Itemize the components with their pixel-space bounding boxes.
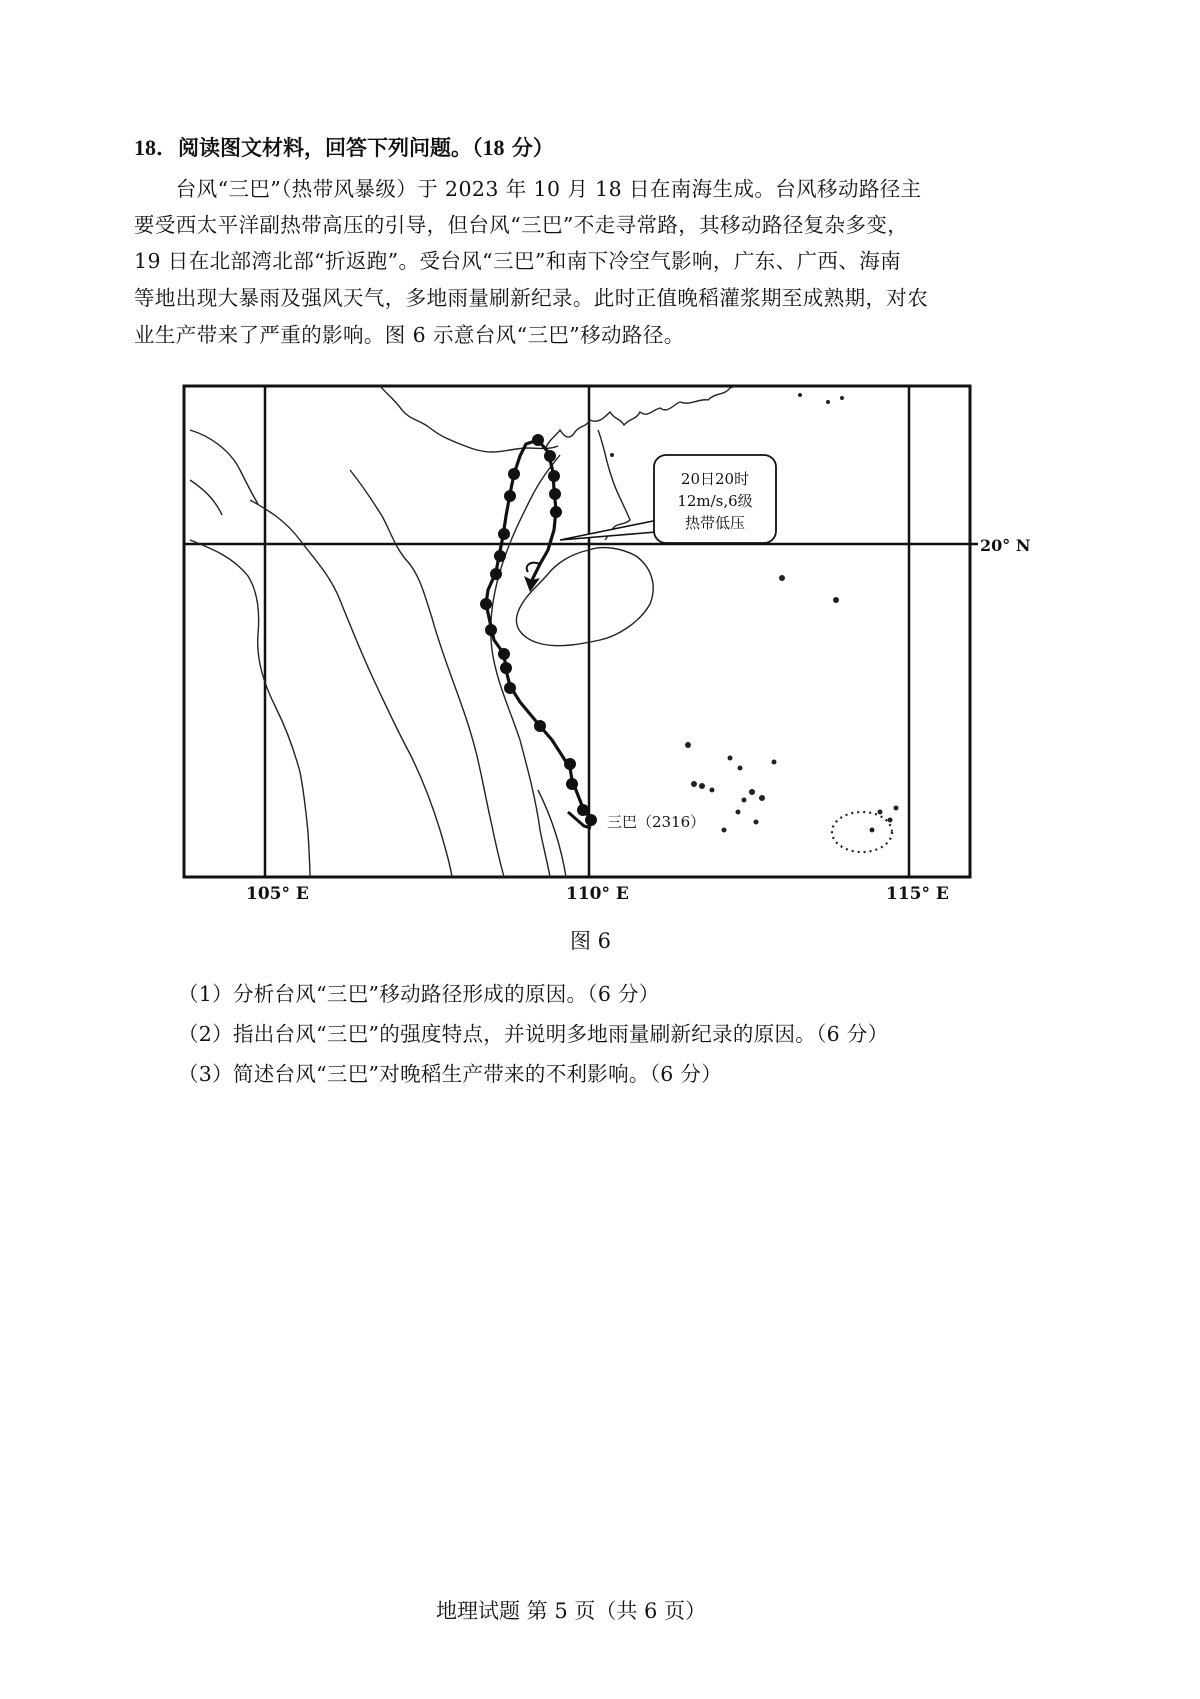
callout-pointer — [560, 520, 658, 540]
figure-caption: 图 6 — [570, 929, 612, 953]
island-dot — [736, 810, 741, 815]
track-point — [498, 648, 510, 660]
typhoon-label: 三巴（2316） — [607, 813, 706, 831]
question-score: 18 — [482, 135, 505, 160]
track-point — [564, 758, 576, 770]
island-dot — [772, 760, 777, 765]
island-dot — [894, 806, 899, 811]
track-point — [534, 720, 546, 732]
passage-line-1: 台风“三巴”（热带风暴级）于 2023 年 10 月 18 日在南海生成。台风移动路径主 — [134, 177, 922, 201]
track-point — [504, 490, 516, 502]
passage-line-4: 等地出现大暴雨及强风天气，多地雨量刷新纪录。此时正值晚稻灌浆期至成熟期，对农 — [134, 286, 929, 310]
vietnam-coast-lower — [538, 790, 566, 877]
border-vietnam-laos — [350, 470, 504, 877]
track-point — [532, 434, 544, 446]
island-dot — [754, 820, 759, 825]
island-dot — [742, 798, 747, 803]
track-point — [544, 450, 556, 462]
callout-line-3: 热带低压 — [684, 514, 746, 532]
lon-label-115e: 115° E — [886, 884, 949, 904]
question-score-suffix: 分） — [504, 135, 554, 160]
question-number: 18． — [134, 135, 179, 160]
island-dot — [685, 742, 691, 748]
track-point — [549, 488, 561, 500]
leizhou-peninsula — [598, 430, 630, 540]
track-point — [480, 598, 492, 610]
island-dot — [722, 828, 727, 833]
island-dot — [759, 795, 765, 801]
border-myanmar — [190, 540, 310, 877]
island-dot — [878, 810, 883, 815]
island-dot — [749, 789, 755, 795]
track-point — [548, 470, 560, 482]
coastline-south-china — [545, 386, 736, 450]
island-dot — [728, 756, 733, 761]
island-dot — [779, 575, 785, 581]
lat-label-20n: 20° N — [980, 536, 1031, 555]
map-frame — [184, 386, 970, 877]
sub-question-3: （3）简述台风“三巴”对晚稻生产带来的不利影响。（6 分） — [178, 1062, 723, 1086]
island-dot — [738, 766, 743, 771]
island-dot — [833, 597, 839, 603]
track-point — [566, 778, 578, 790]
passage-line-2: 要受西太平洋副热带高压的引导，但台风“三巴”不走寻常路，其移动路径复杂多变， — [134, 213, 909, 237]
island-dot — [610, 453, 614, 457]
sub-question-1: （1）分析台风“三巴”移动路径形成的原因。（6 分） — [178, 982, 660, 1006]
island-dot — [826, 400, 830, 404]
island-dot — [870, 828, 875, 833]
page-footer: 地理试题 第 5 页（共 6 页） — [436, 1599, 707, 1623]
track-point — [500, 662, 512, 674]
island-dot — [710, 788, 715, 793]
track-point — [490, 568, 502, 580]
callout-line-1: 20日20时 — [680, 470, 750, 488]
track-point — [494, 550, 506, 562]
reef-ring — [832, 812, 892, 852]
track-point — [498, 528, 510, 540]
island-dot — [699, 783, 705, 789]
track-point — [577, 804, 589, 816]
track-point — [585, 814, 597, 826]
lon-label-110e: 110° E — [566, 884, 629, 904]
question-title: 阅读图文材料，回答下列问题。（ — [178, 135, 483, 160]
passage-line-5: 业生产带来了严重的影响。图 6 示意台风“三巴”移动路径。 — [134, 323, 685, 347]
sub-question-2: （2）指出台风“三巴”的强度特点，并说明多地雨量刷新纪录的原因。（6 分） — [178, 1022, 889, 1046]
passage-line-3: 19 日在北部湾北部“折返跑”。受台风“三巴”和南下冷空气影响，广东、广西、海南 — [134, 249, 902, 273]
callout-line-2: 12m/s,6级 — [677, 492, 753, 510]
track-point — [550, 506, 562, 518]
track-point — [504, 682, 516, 694]
island-dot — [691, 781, 697, 787]
track-point — [508, 468, 520, 480]
track-point — [485, 624, 497, 636]
border-north-west — [190, 430, 258, 504]
lon-label-105e: 105° E — [246, 884, 309, 904]
river-red — [190, 480, 222, 515]
border-laos-west — [250, 500, 452, 877]
island-dot — [840, 396, 844, 400]
island-dot — [888, 818, 893, 823]
island-dot — [798, 393, 802, 397]
